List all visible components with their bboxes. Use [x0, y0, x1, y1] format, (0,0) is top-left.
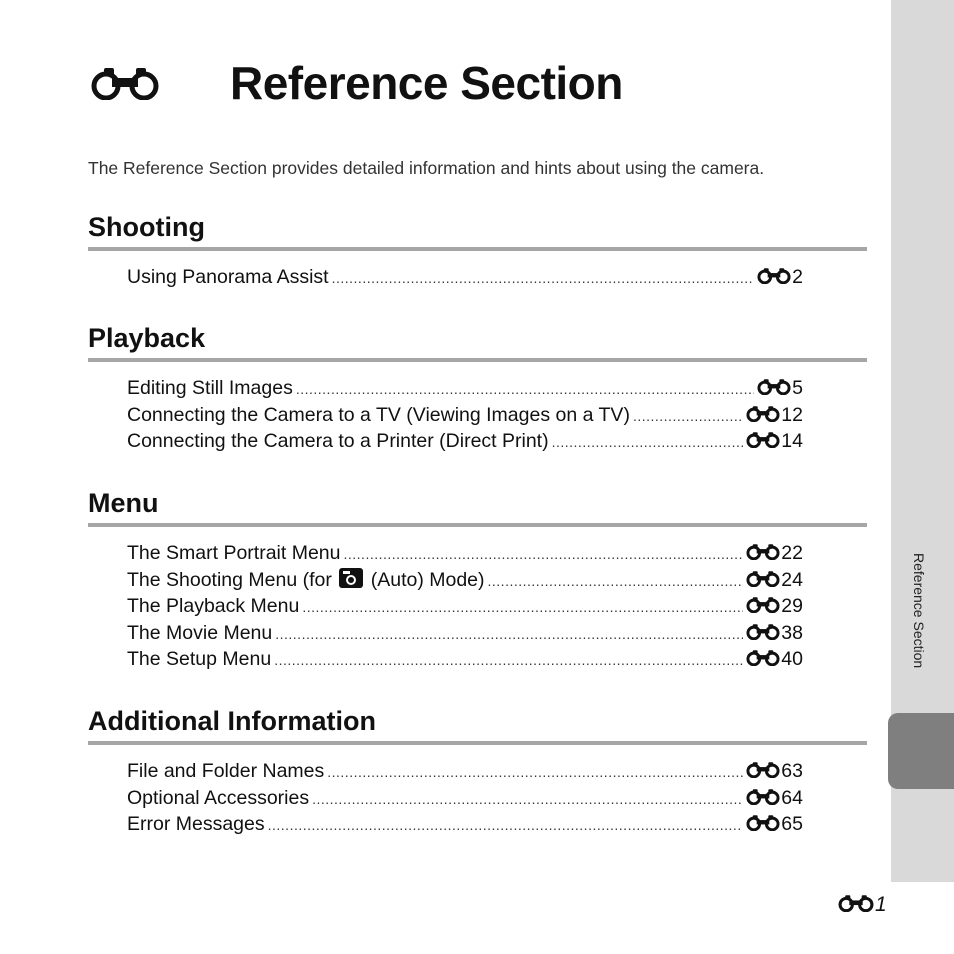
- page-number: 38: [781, 621, 803, 644]
- section-shooting: [88, 210, 867, 291]
- binoculars-icon: [746, 647, 780, 674]
- section-heading: Menu: [88, 488, 159, 518]
- toc-entry-page: [746, 567, 803, 594]
- toc-entry-label: Error Messages: [127, 813, 265, 835]
- toc-entry[interactable]: [127, 646, 803, 673]
- footer-page-number: [838, 893, 887, 917]
- dot-leader: [332, 264, 755, 292]
- toc-entry[interactable]: [127, 540, 803, 567]
- binoculars-icon: [746, 568, 780, 595]
- toc-entry-label-end: (Auto) Mode): [370, 568, 485, 591]
- dot-leader: [296, 375, 754, 403]
- toc-entry[interactable]: [127, 428, 803, 455]
- binoculars-icon: [757, 265, 791, 292]
- page-number: 29: [781, 595, 803, 617]
- page-number: 14: [781, 430, 803, 452]
- dot-leader: [488, 567, 744, 595]
- toc-entry[interactable]: [127, 264, 803, 291]
- toc-entry-label: Editing Still Images: [127, 377, 293, 399]
- page-title: Reference Section: [230, 57, 623, 109]
- dot-leader: [268, 811, 744, 839]
- toc-entry-page: [746, 785, 803, 812]
- dot-leader: [275, 620, 743, 648]
- toc-entry-label: The Playback Menu: [127, 595, 300, 617]
- binoculars-icon: [746, 786, 780, 813]
- page-number: 12: [781, 403, 803, 426]
- toc-entry-page: [746, 620, 803, 647]
- section-menu: [88, 486, 867, 673]
- toc-entry[interactable]: [127, 402, 803, 429]
- toc-entry-page: [746, 593, 803, 620]
- dot-leader: [312, 785, 743, 813]
- binoculars-icon: [746, 621, 780, 648]
- toc-entry[interactable]: [127, 567, 803, 594]
- camera-icon: [339, 568, 363, 596]
- section-additional-information: [88, 704, 867, 838]
- binoculars-icon: [746, 429, 780, 456]
- section-divider: [88, 523, 867, 527]
- toc-entry-label: [127, 567, 485, 596]
- section-divider: [88, 247, 867, 251]
- page-number: 5: [792, 377, 803, 399]
- dot-leader: [274, 646, 743, 674]
- section-divider: [88, 358, 867, 362]
- page-number: 1: [875, 893, 887, 916]
- page-number: 40: [781, 648, 803, 670]
- section-heading: Additional Information: [88, 706, 376, 736]
- binoculars-icon: [746, 403, 780, 430]
- toc-entry[interactable]: [127, 758, 803, 785]
- dot-leader: [344, 540, 744, 568]
- toc-entry-label: The Movie Menu: [127, 621, 273, 644]
- toc-entry-label: Connecting the Camera to a TV (Viewing Images on a TV): [127, 403, 630, 426]
- binoculars-icon: [838, 894, 874, 918]
- page-number: 2: [792, 266, 803, 288]
- binoculars-icon: [757, 376, 791, 403]
- page-number: 65: [781, 813, 803, 835]
- toc-entry-label: Using Panorama Assist: [127, 266, 329, 288]
- dot-leader: [633, 402, 743, 430]
- dot-leader: [327, 758, 743, 786]
- intro-paragraph: The Reference Section provides detailed information and hints about using the camera.: [88, 158, 765, 178]
- toc-entry[interactable]: [127, 811, 803, 838]
- page-number: 63: [781, 760, 803, 782]
- toc-entry-label-start: The Shooting Menu (for: [127, 568, 332, 591]
- toc-entry-page: [746, 758, 803, 785]
- toc-entry-page: [746, 428, 803, 455]
- toc-entry[interactable]: [127, 593, 803, 620]
- toc-entry[interactable]: [127, 620, 803, 647]
- toc-entry-page: [746, 402, 803, 429]
- binoculars-icon: [746, 541, 780, 568]
- dot-leader: [302, 593, 743, 621]
- page-number: 64: [781, 786, 803, 809]
- toc-entry-label: The Setup Menu: [127, 648, 272, 670]
- toc-entry-page: [757, 264, 803, 291]
- active-section-tab: [888, 713, 954, 789]
- toc-entry-page: [746, 540, 803, 567]
- toc-entry-page: [746, 646, 803, 673]
- section-heading: Shooting: [88, 212, 205, 242]
- section-divider: [88, 741, 867, 745]
- toc-entry-page: [757, 375, 803, 402]
- toc-entry-label: File and Folder Names: [127, 760, 325, 782]
- binoculars-icon: [90, 66, 160, 105]
- toc-entry[interactable]: [127, 785, 803, 812]
- page-number: 22: [781, 542, 803, 564]
- binoculars-icon: [746, 759, 780, 786]
- section-heading: Playback: [88, 323, 206, 353]
- toc-entry[interactable]: [127, 375, 803, 402]
- sidebar-section-label: Reference Section: [911, 553, 927, 669]
- toc-entry-page: [746, 811, 803, 838]
- page-number: 24: [781, 568, 803, 591]
- dot-leader: [552, 428, 744, 456]
- section-playback: [88, 321, 867, 455]
- toc-entry-label: Optional Accessories: [127, 786, 310, 809]
- binoculars-icon: [746, 594, 780, 621]
- toc-entry-label: Connecting the Camera to a Printer (Direct Print): [127, 430, 549, 452]
- toc-entry-label: The Smart Portrait Menu: [127, 542, 341, 564]
- binoculars-icon: [746, 812, 780, 839]
